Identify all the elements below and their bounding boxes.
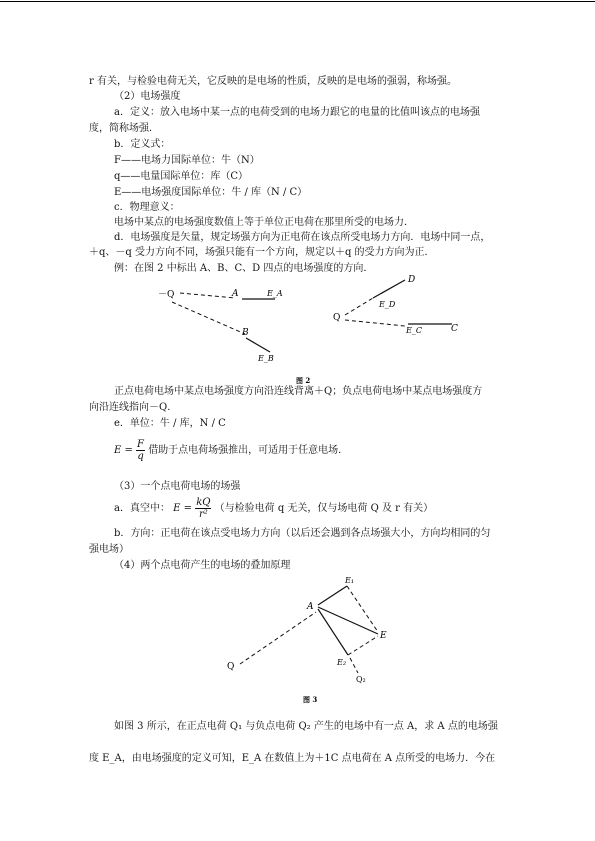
fig2-neg-charge: －Q (158, 290, 175, 300)
fig3-dash-e1-e (347, 586, 378, 632)
fig2-label-d: D (408, 275, 416, 285)
fig2-label-b: B (242, 328, 249, 338)
fig3-label-q1: Q (227, 662, 235, 672)
vector-line-cont: ＋q、－q 受力方向不同，场强只能有一个方向，规定以＋q 的受力方向为正． (89, 247, 435, 258)
fig2-dash-to-c (345, 320, 405, 326)
example-line: 例：在图 2 中标出 A、B、C、D 四点的电场强度的方向． (114, 263, 374, 274)
coulomb-denominator: r² (198, 509, 208, 520)
coulomb-prefix: a．真空中： (114, 503, 170, 514)
unit-field: E——电场强度国际单位：牛 / 库（N / C） (114, 187, 308, 198)
physical-meaning-heading: c．物理意义： (114, 202, 180, 213)
formula-heading: b．定义式： (114, 139, 171, 150)
fig3-label-e2: E₂ (337, 658, 347, 667)
heading-superposition: （4）两个点电荷产生的电场的叠加原理 (114, 560, 291, 571)
formula-note: 借助于点电荷场强推出，可适用于任意电场． (148, 445, 349, 456)
direction-b-line: b．方向：正电荷在该点受电场力方向（以后还会遇到各点场强大小，方向均相同的匀 (114, 528, 491, 539)
physical-meaning-text: 电场中某点的电场强度数值上等于单位正电荷在那里所受的电场力． (114, 217, 414, 228)
fig3-dash-q1-a (240, 612, 316, 664)
definition-line: a．定义：放入电场中某一点的电荷受到的电场力跟它的电量的比值叫该点的电场强 (114, 107, 480, 118)
fig3-caption: 图 3 (303, 695, 318, 704)
formula-lhs: E = (114, 445, 133, 456)
fig2-label-a: A (232, 289, 239, 299)
fig2-caption: 图 2 (296, 376, 311, 385)
fig2-label-ed: E_D (379, 300, 396, 309)
figure-2 (150, 272, 480, 387)
coulomb-note: （与检验电荷 q 无关，仅与场电荷 Q 及 r 有关） (214, 503, 434, 514)
fig2-dash-to-a (180, 293, 235, 298)
fig2-label-eb: E_B (258, 354, 274, 363)
fig2-label-ea: E_A (267, 289, 283, 298)
figure-3 (220, 572, 410, 707)
fig3-label-a: A (307, 602, 314, 612)
fig3-label-q2: Q₂ (356, 675, 366, 684)
header-rule (0, 1, 595, 2)
fig3-dash-to-q2 (350, 658, 358, 673)
para-line-1: r 有关，与检验电荷无关，它反映的是电场的性质，反映的是电场的强弱，称场强。 (89, 76, 457, 87)
definition-line-cont: 度，简称场强． (89, 123, 159, 134)
heading-field-strength: （2）电场强度 (114, 91, 181, 102)
definition-formula (114, 436, 348, 466)
unit-line: e．单位：牛 / 库，N / C (114, 418, 226, 429)
fig2-dash-to-b (172, 302, 245, 334)
example3-line-cont: 度 E_A，由电场强度的定义可知，E_A 在数值上为＋1C 点电荷在 A 点所受的电场力．今在 (89, 753, 496, 764)
formula-numerator: F (137, 439, 144, 450)
fig2-dash-to-d (345, 298, 373, 315)
coulomb-numerator: kQ (196, 497, 211, 508)
fig3-vector-e1 (318, 586, 347, 605)
fig2-pos-charge: Q (333, 313, 341, 323)
direction-line: 正点电荷电场中某点电场强度方向沿连线背离＋Q；负点电荷电场中某点电场强度方 (114, 386, 483, 397)
direction-line-cont: 向沿连线指向－Q． (89, 402, 178, 413)
fig3-dash-e2-e (348, 636, 378, 655)
fig2-vector-eb (246, 338, 270, 352)
coulomb-formula (114, 494, 433, 524)
fig2-label-c: C (451, 324, 458, 334)
fig2-label-ec: E_C (406, 326, 422, 335)
coulomb-lhs: E = (173, 503, 193, 514)
formula-fraction (136, 439, 145, 462)
fig3-vector-e (318, 607, 378, 634)
formula-denominator: q (137, 451, 144, 462)
unit-force: F——电场力国际单位：牛（N） (114, 155, 260, 166)
fig2-vector-ed (373, 280, 405, 298)
unit-charge: q——电量国际单位：库（C） (114, 171, 249, 182)
coulomb-fraction (195, 497, 211, 520)
example3-line: 如图 3 所示，在正点电荷 Q₁ 与负点电荷 Q₂ 产生的电场中有一点 A，求 A 点的电场强 (114, 721, 498, 732)
direction-b-cont: 强电场） (89, 544, 129, 555)
fig3-vector-e2 (318, 609, 348, 655)
heading-point-charge: （3）一个点电荷电场的场强 (114, 481, 241, 492)
fig3-label-e: E (380, 631, 387, 641)
fig3-label-e1: E₁ (345, 576, 355, 585)
vector-line: d．电场强度是矢量，规定场强方向为正电荷在该点所受电场力方向．电场中同一点， (114, 232, 491, 243)
